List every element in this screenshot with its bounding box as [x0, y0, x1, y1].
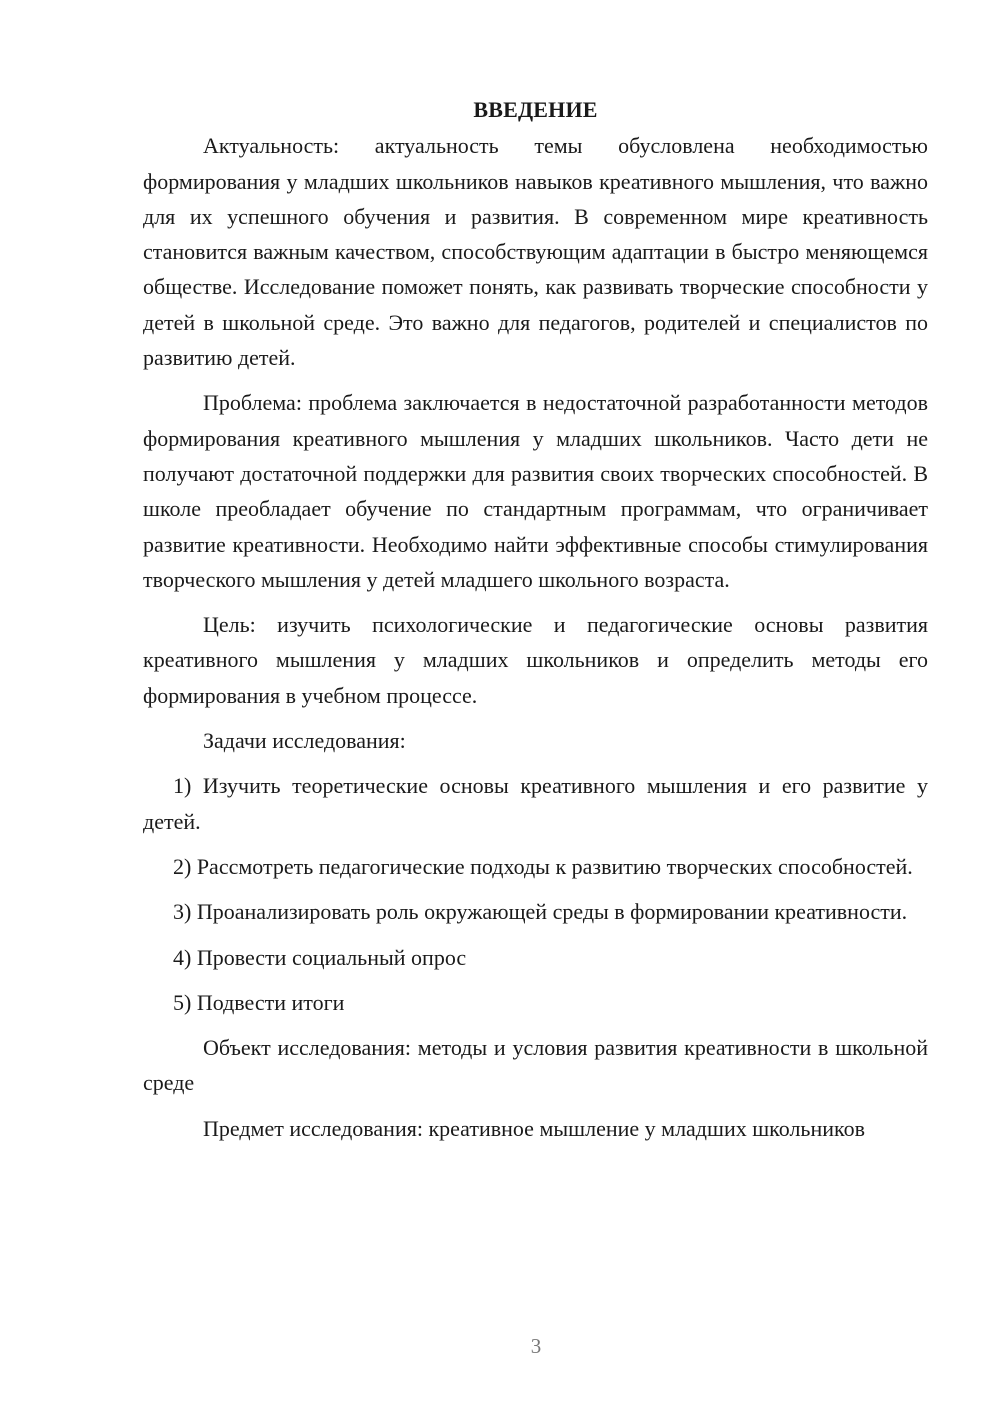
- task-item-5: 5) Подвести итоги: [173, 989, 345, 1015]
- object-paragraph: Объект исследования: методы и условия развития креативности в школьной среде: [143, 1035, 928, 1096]
- task-item-3: 3) Проанализировать роль окружающей среды в формировании креативности.: [173, 899, 908, 925]
- page-content: [143, 92, 928, 1156]
- section-title: ВВЕДЕНИЕ: [473, 97, 598, 122]
- tasks-heading: Задачи исследования:: [203, 728, 406, 754]
- task-item-4: 4) Провести социальный опрос: [173, 944, 467, 970]
- relevance-paragraph: Актуальность: актуальность темы обусловлена необходимостью формирования у младших школьников навыков креативного мышления, что важно для их успешного обучения и развития. В современном мире креативность становится важным качеством, способствующим адаптации в быстро меняющемся обществе. Исследование поможет понять, как развивать творческие способности у детей в школьной среде. Это важно для педагогов, родителей и специалистов по развитию детей.: [143, 133, 928, 371]
- task-item-1: 1) Изучить теоретические основы креативного мышления и его развитие у детей.: [143, 773, 928, 834]
- subject-paragraph: Предмет исследования: креативное мышление у младших школьников: [203, 1115, 865, 1141]
- goal-paragraph: Цель: изучить психологические и педагогические основы развития креативного мышления у младших школьников и определить методы его формирования в учебном процессе.: [143, 612, 928, 708]
- problem-paragraph: Проблема: проблема заключается в недостаточной разработанности методов формирования креативного мышления у младших школьников. Часто дети не получают достаточной поддержки для развития своих творческих способностей. В школе преобладает обучение по стандартным программам, что ограничивает развитие креативности. Необходимо найти эффективные способы стимулирования творческого мышления у детей младшего школьного возраста.: [143, 390, 928, 592]
- task-item-2: 2) Рассмотреть педагогические подходы к развитию творческих способностей.: [173, 853, 913, 879]
- page-number: 3: [530, 1334, 542, 1358]
